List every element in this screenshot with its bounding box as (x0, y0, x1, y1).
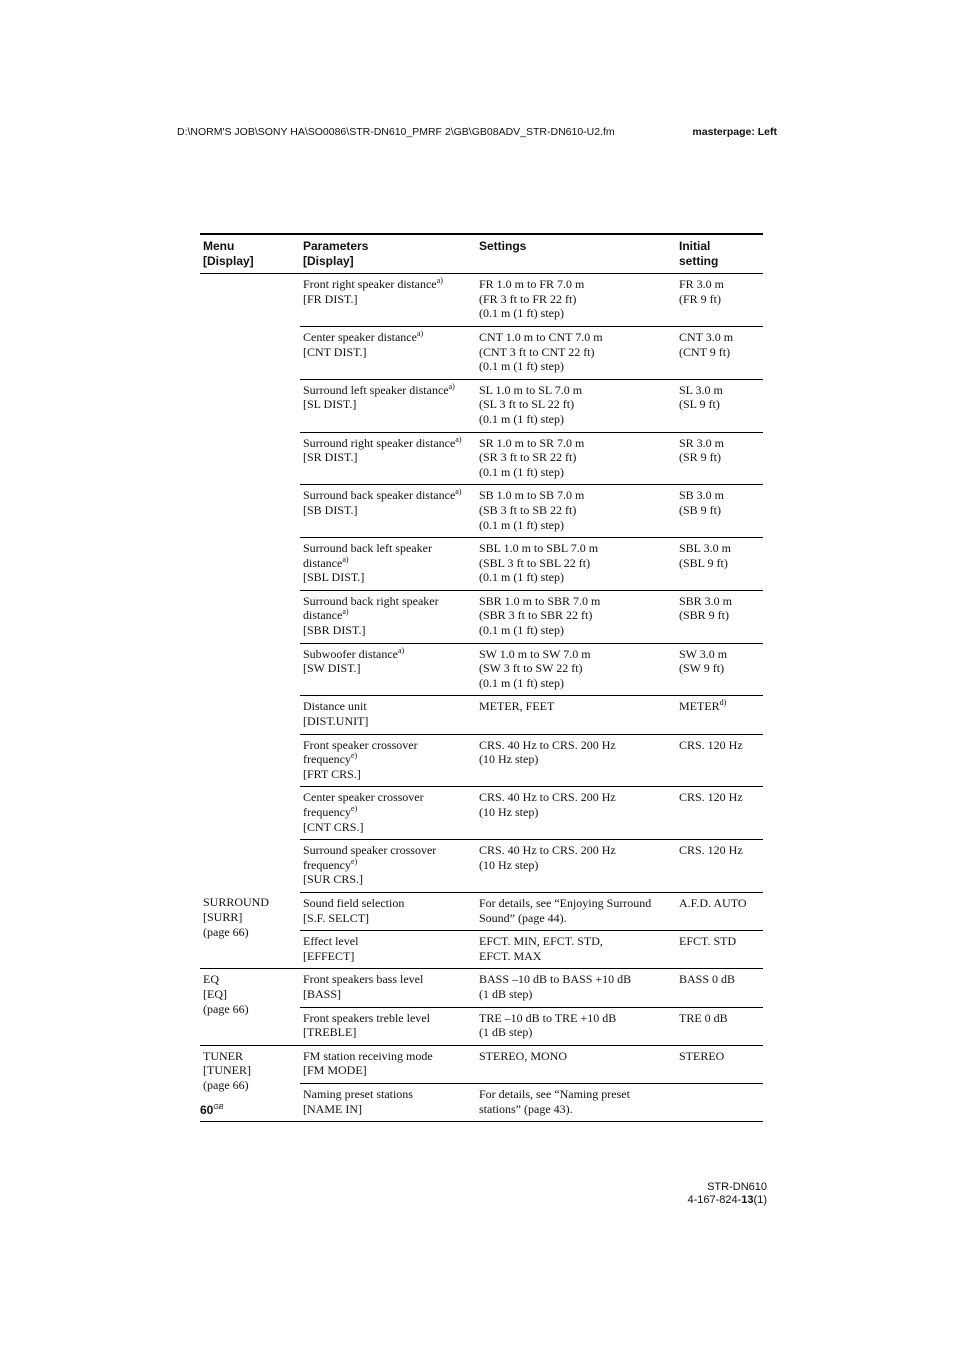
initial-setting-line: SBL 3.0 m (679, 541, 731, 556)
settings-cell (476, 969, 676, 1007)
parameter-cell (300, 969, 476, 1007)
settings-line: (0.1 m (1 ft) step) (479, 306, 564, 321)
table-row (200, 892, 763, 930)
parameter-cell (300, 931, 476, 969)
settings-line: (0.1 m (1 ft) step) (479, 517, 564, 532)
settings-cell (476, 326, 676, 379)
initial-setting-cell (676, 590, 763, 643)
menu-label-line: EQ (203, 972, 219, 987)
settings-line: METER, FEET (479, 699, 555, 714)
menu-label-line: [SURR] (203, 910, 243, 925)
initial-setting-cell (676, 787, 763, 840)
settings-line: (FR 3 ft to FR 22 ft) (479, 291, 577, 306)
settings-line: (0.1 m (1 ft) step) (479, 359, 564, 374)
parameter-display: [SR DIST.] (303, 450, 358, 465)
settings-line: CNT 1.0 m to CNT 7.0 m (479, 329, 603, 344)
parameter-name-text: Surround left speaker distance (303, 382, 449, 397)
menu-cell (200, 892, 300, 968)
settings-line: SBR 1.0 m to SBR 7.0 m (479, 593, 601, 608)
initial-setting-line: BASS 0 dB (679, 972, 736, 987)
parameter-cell (300, 379, 476, 432)
settings-line: (SBR 3 ft to SBR 22 ft) (479, 608, 593, 623)
menu-label-line: (page 66) (203, 924, 249, 939)
initial-setting-cell (676, 1083, 763, 1121)
menu-cell (200, 969, 300, 1045)
initial-setting-cell (676, 643, 763, 696)
settings-line: (SR 3 ft to SR 22 ft) (479, 450, 577, 465)
footnote-mark: e) (350, 751, 358, 761)
settings-line: CRS. 40 Hz to CRS. 200 Hz (479, 790, 616, 805)
menu-label-line: (page 66) (203, 1001, 249, 1016)
settings-line: STEREO, MONO (479, 1048, 568, 1063)
settings-cell (476, 734, 676, 787)
footnote-mark: a) (342, 607, 349, 617)
settings-cell (476, 1007, 676, 1045)
initial-setting-cell (676, 432, 763, 485)
parameter-display: [S.F. SELCT] (303, 910, 370, 925)
settings-cell (476, 840, 676, 893)
settings-cell (476, 787, 676, 840)
settings-cell (476, 538, 676, 591)
initial-setting-cell (676, 840, 763, 893)
initial-setting-line: (SBL 9 ft) (679, 555, 728, 570)
settings-cell (476, 432, 676, 485)
initial-setting-line: CRS. 120 Hz (679, 843, 743, 858)
settings-cell (476, 1045, 676, 1083)
footnote-mark: e) (350, 804, 358, 813)
initial-setting-line: (SB 9 ft) (679, 502, 721, 517)
settings-line: (10 Hz step) (479, 805, 539, 819)
initial-text: METER (679, 699, 720, 714)
settings-line: stations” (page 43). (479, 1101, 573, 1116)
parameter-cell (300, 590, 476, 643)
settings-line: BASS –10 dB to BASS +10 dB (479, 972, 632, 987)
parameter-display: [DIST.UNIT] (303, 714, 369, 729)
settings-line: CRS. 40 Hz to CRS. 200 Hz (479, 843, 616, 858)
initial-setting-line: (SR 9 ft) (679, 450, 721, 465)
initial-setting-cell (676, 931, 763, 969)
parameter-display: [FM MODE] (303, 1063, 367, 1078)
initial-setting-cell (676, 1007, 763, 1045)
settings-line: SR 1.0 m to SR 7.0 m (479, 435, 585, 450)
parameter-display: [TREBLE] (303, 1025, 357, 1040)
settings-line: (SB 3 ft to SB 22 ft) (479, 502, 577, 517)
initial-setting-line: (SL 9 ft) (679, 397, 720, 412)
initial-setting-cell (676, 274, 763, 327)
table-row (200, 969, 763, 1007)
initial-setting-line: (CNT 9 ft) (679, 344, 731, 359)
initial-setting-cell (676, 485, 763, 538)
initial-setting-line: (SBR 9 ft) (679, 608, 730, 623)
footnote-mark: d) (719, 698, 727, 708)
initial-setting-line: CRS. 120 Hz (679, 737, 743, 752)
parameter-display: [BASS] (303, 986, 342, 1001)
initial-setting-line: SW 3.0 m (679, 646, 728, 661)
parameter-name-line: Effect level (303, 934, 359, 949)
header-settings: Settings (476, 234, 676, 274)
parameter-name-text: distance (303, 608, 343, 623)
settings-cell (476, 274, 676, 327)
parameter-name-text: distance (303, 555, 343, 570)
parameter-cell (300, 485, 476, 538)
parameter-cell (300, 274, 476, 327)
initial-setting-line: SL 3.0 m (679, 382, 723, 397)
parameter-cell (300, 538, 476, 591)
settings-line: (CNT 3 ft to CNT 22 ft) (479, 344, 595, 359)
settings-cell (476, 1083, 676, 1121)
parameter-name-line (303, 383, 473, 398)
initial-setting-line: (FR 9 ft) (679, 291, 721, 306)
menu-label-line: [EQ] (203, 986, 227, 1001)
parameter-name-text: frequency (303, 857, 351, 872)
initial-setting-line: EFCT. STD (679, 934, 737, 949)
parameter-cell (300, 892, 476, 930)
header-menu: Menu [Display] (200, 234, 300, 274)
parameter-name-line: Naming preset stations (303, 1086, 413, 1101)
footnote-mark: a) (436, 276, 443, 286)
parameter-name-line: FM station receiving mode (303, 1048, 433, 1063)
menu-label-line: SURROUND (203, 895, 270, 910)
parameter-name-line: Surround back left speaker (303, 541, 432, 556)
settings-line: SW 1.0 m to SW 7.0 m (479, 646, 591, 661)
parameter-cell (300, 787, 476, 840)
menu-cell-empty (200, 274, 300, 893)
initial-setting-line: A.F.D. AUTO (679, 895, 747, 910)
settings-line: For details, see “Naming preset (479, 1086, 630, 1101)
parameter-cell (300, 326, 476, 379)
parameter-name-line: Front speaker crossover (303, 737, 418, 752)
settings-line: SBL 1.0 m to SBL 7.0 m (479, 541, 599, 556)
footnote-mark: a) (342, 554, 349, 564)
parameter-display: [SBL DIST.] (303, 570, 365, 585)
table-header-row (200, 234, 763, 274)
initial-setting-line: SB 3.0 m (679, 488, 725, 503)
settings-line: EFCT. MAX (479, 948, 542, 963)
initial-setting-line: SBR 3.0 m (679, 593, 733, 608)
parameter-name-line: Front speakers treble level (303, 1010, 430, 1025)
parameter-name-text: Front right speaker distance (303, 277, 437, 292)
settings-cell (476, 590, 676, 643)
settings-cell (476, 931, 676, 969)
initial-setting-line (679, 699, 760, 714)
parameter-cell (300, 643, 476, 696)
settings-line: (0.1 m (1 ft) step) (479, 570, 564, 585)
initial-setting-line: SR 3.0 m (679, 435, 725, 450)
settings-cell (476, 643, 676, 696)
settings-line: (0.1 m (1 ft) step) (479, 675, 564, 690)
header-parameters: Parameters [Display] (300, 234, 476, 274)
parameter-display: [SB DIST.] (303, 502, 358, 517)
parameter-display: [SUR CRS.] (303, 872, 364, 887)
settings-line: For details, see “Enjoying Surround (479, 895, 652, 910)
initial-setting-line: STEREO (679, 1048, 725, 1063)
settings-cell (476, 485, 676, 538)
parameter-name-line (303, 488, 473, 503)
document-path: D:\NORM'S JOB\SONY HA\SO0086\STR-DN610_PMRF 2\GB\GB08ADV_STR-DN610-U2.fm (177, 126, 615, 138)
parameter-display: [CNT DIST.] (303, 344, 367, 359)
settings-line: (1 dB step) (479, 1025, 533, 1040)
parameter-name-line (303, 805, 473, 820)
settings-line: (0.1 m (1 ft) step) (479, 411, 564, 426)
footnote-mark: a) (416, 328, 424, 338)
masterpage-label: masterpage: Left (692, 126, 777, 138)
parameter-name-text: frequency (303, 805, 351, 819)
parameter-display: [SL DIST.] (303, 397, 357, 412)
parameter-cell (300, 1083, 476, 1121)
parameter-name-text: Center speaker distance (303, 329, 417, 344)
initial-setting-cell (676, 538, 763, 591)
parameter-cell (300, 734, 476, 787)
settings-line: SB 1.0 m to SB 7.0 m (479, 488, 585, 503)
settings-cell (476, 892, 676, 930)
parameter-name-text: Surround right speaker distance (303, 435, 456, 450)
parameter-name-text: Surround back speaker distance (303, 488, 456, 503)
initial-setting-line: FR 3.0 m (679, 277, 725, 292)
parameter-name-line: Front speakers bass level (303, 972, 424, 987)
parameter-name-line (303, 752, 473, 767)
footnote-mark: a) (455, 487, 462, 497)
parameter-cell (300, 1007, 476, 1045)
parameter-display: [CNT CRS.] (303, 819, 364, 834)
parameter-display: [SW DIST.] (303, 661, 361, 676)
parameter-name-line (303, 608, 473, 623)
parameter-name-line: Surround back right speaker (303, 593, 439, 608)
settings-line: (SBL 3 ft to SBL 22 ft) (479, 555, 591, 570)
footnote-mark: a) (397, 645, 405, 655)
parameter-name-line (303, 436, 473, 451)
settings-line: (10 Hz step) (479, 752, 539, 767)
settings-line: (SL 3 ft to SL 22 ft) (479, 397, 575, 412)
parameter-name-line (303, 556, 473, 571)
parameter-name-line: Distance unit (303, 699, 367, 714)
footnote-mark: a) (455, 434, 462, 444)
parameter-display: [FR DIST.] (303, 291, 358, 306)
settings-line: Sound” (page 44). (479, 910, 567, 925)
initial-setting-line: CNT 3.0 m (679, 329, 734, 344)
settings-table (200, 233, 763, 1122)
settings-line: (SW 3 ft to SW 22 ft) (479, 661, 583, 676)
page-number: $60^{GB}$ (200, 1103, 224, 1117)
parameter-name-text: Subwoofer distance (303, 646, 398, 661)
initial-setting-line: TRE 0 dB (679, 1010, 728, 1025)
parameter-cell (300, 432, 476, 485)
menu-label-line: TUNER (203, 1048, 243, 1063)
initial-setting-cell (676, 969, 763, 1007)
table-row (200, 274, 763, 327)
parameter-display: [SBR DIST.] (303, 623, 366, 638)
header-initial-setting: Initial setting (676, 234, 763, 274)
settings-line: (0.1 m (1 ft) step) (479, 623, 564, 638)
settings-cell (476, 696, 676, 734)
settings-line: CRS. 40 Hz to CRS. 200 Hz (479, 737, 616, 752)
initial-setting-line: CRS. 120 Hz (679, 790, 743, 805)
footnote-mark: a) (448, 381, 455, 391)
model-info (687, 1181, 767, 1207)
model-code: 4-167-824-13(1) (687, 1194, 767, 1206)
settings-line: (0.1 m (1 ft) step) (479, 464, 564, 479)
settings-line: (1 dB step) (479, 986, 533, 1001)
parameter-cell (300, 696, 476, 734)
initial-setting-line: (SW 9 ft) (679, 661, 725, 676)
parameter-display: [EFFECT] (303, 948, 355, 963)
model-name: STR-DN610 (707, 1181, 767, 1193)
initial-setting-cell (676, 892, 763, 930)
parameter-name-line: Sound field selection (303, 895, 405, 910)
table-row (200, 1045, 763, 1083)
parameter-name-line (303, 647, 473, 662)
initial-setting-cell (676, 696, 763, 734)
menu-label-line: (page 66) (203, 1077, 249, 1092)
parameter-display: [FRT CRS.] (303, 766, 361, 781)
parameter-name-text: frequency (303, 752, 351, 767)
menu-label-line: [TUNER] (203, 1063, 251, 1078)
parameter-name-line: Center speaker crossover (303, 790, 424, 805)
parameter-name-line: Surround speaker crossover (303, 843, 437, 858)
settings-line: EFCT. MIN, EFCT. STD, (479, 934, 603, 949)
settings-cell (476, 379, 676, 432)
parameter-name-line (303, 330, 473, 345)
parameter-cell (300, 1045, 476, 1083)
parameter-display: [NAME IN] (303, 1101, 362, 1116)
initial-setting-cell (676, 734, 763, 787)
settings-line: TRE –10 dB to TRE +10 dB (479, 1010, 617, 1025)
footnote-mark: e) (350, 856, 358, 866)
parameter-cell (300, 840, 476, 893)
initial-setting-cell (676, 379, 763, 432)
initial-setting-cell (676, 326, 763, 379)
initial-setting-cell (676, 1045, 763, 1083)
parameter-name-line (303, 277, 473, 292)
settings-line: (10 Hz step) (479, 857, 539, 872)
settings-line: FR 1.0 m to FR 7.0 m (479, 277, 585, 292)
settings-line: SL 1.0 m to SL 7.0 m (479, 382, 583, 397)
parameter-name-line (303, 858, 473, 873)
